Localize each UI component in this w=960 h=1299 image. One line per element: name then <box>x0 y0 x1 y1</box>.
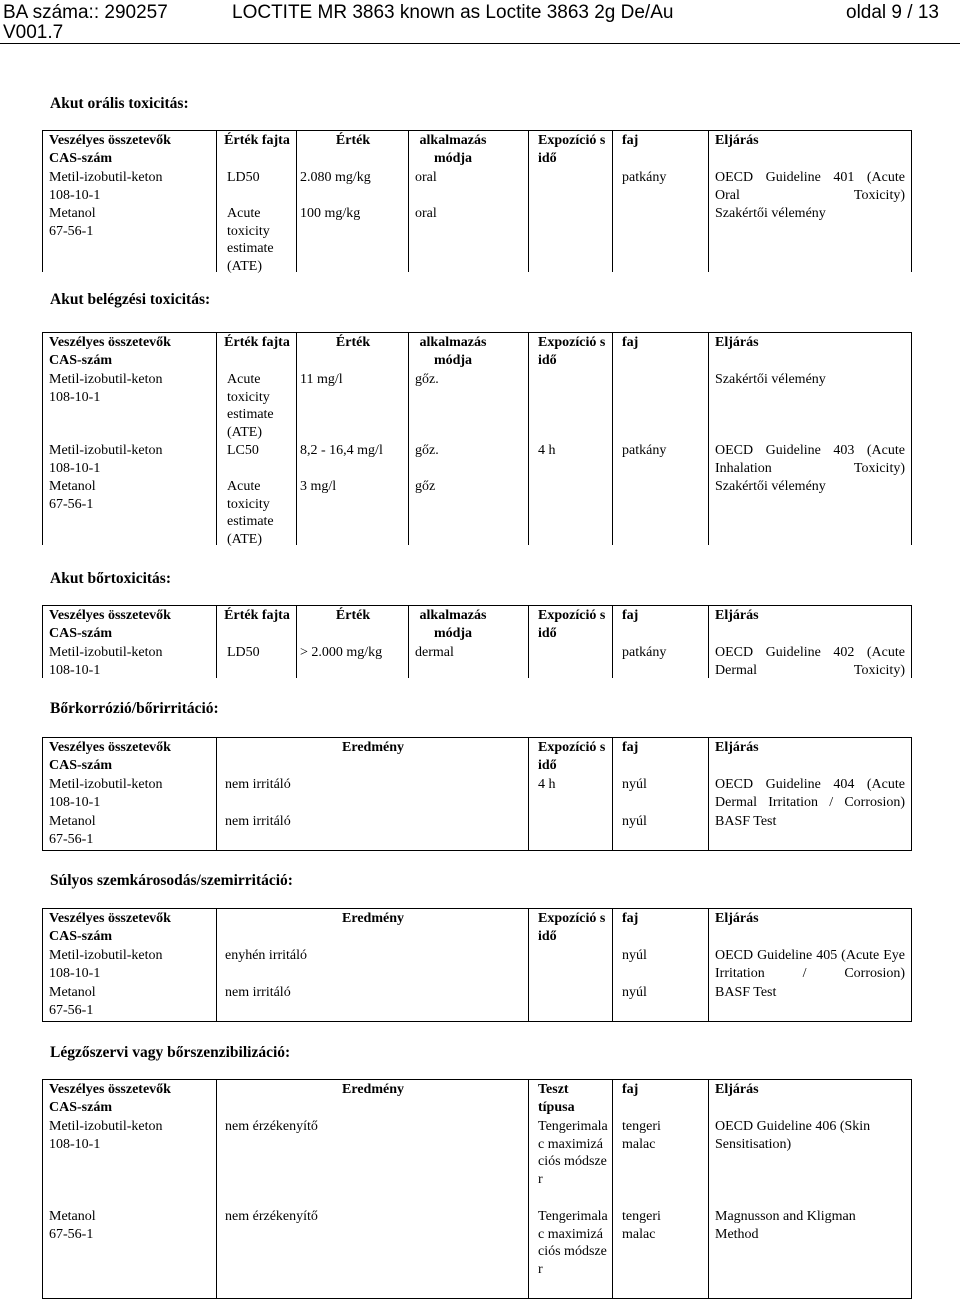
header-species: faj <box>622 911 639 926</box>
row-1-result: nem irritáló <box>225 777 291 792</box>
section-title-skin: Bőrkorrózió/bőrirritáció: <box>50 700 219 717</box>
row-1-result: nem érzékenyítő <box>225 1119 318 1134</box>
row-2-route: oral <box>415 206 437 221</box>
header-cas: CAS-szám <box>49 758 112 773</box>
header-result: Eredmény <box>342 740 404 755</box>
header-exposure: Expozíció s idő <box>538 335 606 368</box>
section-title-inhalation: Akut belégzési toxicitás: <box>50 291 211 308</box>
header-result: Eredmény <box>342 1082 404 1097</box>
header-species: faj <box>622 133 639 148</box>
row-1-substance: Metil-izobutil-keton <box>49 777 163 792</box>
row-1-species: tengeri malac <box>622 1119 661 1152</box>
row-2-method: Magnusson and Kligman Method <box>715 1209 856 1242</box>
row-1-method: OECD Guideline 401 (Acute Oral Toxicity) <box>715 170 905 203</box>
header-species: faj <box>622 740 639 755</box>
row-1-substance: Metil-izobutil-keton <box>49 1119 163 1134</box>
header-route: alkalmazás módja <box>419 133 487 166</box>
header-substance: Veszélyes összetevők <box>49 1082 171 1097</box>
row-1-cas: 108-10-1 <box>49 795 101 810</box>
header-method: Eljárás <box>715 608 759 623</box>
row-2-test-type: Tengerimalac maximizációs módszer <box>538 1209 608 1277</box>
header-cas: CAS-szám <box>49 929 112 944</box>
section-title-dermal: Akut bőrtoxicitás: <box>50 570 171 587</box>
header-value: Érték <box>335 133 371 148</box>
header-species: faj <box>622 1082 639 1097</box>
row-1-cas: 108-10-1 <box>49 1137 101 1152</box>
sensitisation-table <box>42 1079 912 1299</box>
row-2-substance: Metanol <box>49 985 96 1000</box>
section-title-eye: Súlyos szemkárosodás/szemirritáció: <box>50 872 293 889</box>
row-1-method: OECD Guideline 406 (Skin Sensitisation) <box>715 1119 871 1152</box>
row-2-value-type: LC50 <box>227 443 259 458</box>
row-1-cas: 108-10-1 <box>49 188 101 203</box>
header-substance: Veszélyes összetevők <box>49 740 171 755</box>
row-3-cas: 67-56-1 <box>49 497 94 512</box>
row-1-value: > 2.000 mg/kg <box>300 645 383 660</box>
header-value-type: Érték fajta <box>224 608 290 623</box>
row-3-value-type: Acute toxicity estimate (ATE) <box>227 479 274 547</box>
section-title-oral: Akut orális toxicitás: <box>50 95 189 112</box>
row-1-species: nyúl <box>622 948 647 963</box>
row-1-method: OECD Guideline 402 (Acute Dermal Toxicity) <box>715 645 905 678</box>
header-cas: CAS-szám <box>49 1100 112 1115</box>
product-name: LOCTITE MR 3863 known as Loctite 3863 2g De/Au <box>232 2 674 23</box>
row-2-species: nyúl <box>622 814 647 829</box>
row-2-method: BASF Test <box>715 985 777 1000</box>
page-number: oldal 9 / 13 <box>846 2 939 23</box>
row-1-method: OECD Guideline 404 (Acute Dermal Irritation / Corrosion) <box>715 777 905 810</box>
row-2-substance: Metanol <box>49 206 96 221</box>
header-substance: Veszélyes összetevők <box>49 133 171 148</box>
header-route: alkalmazás módja <box>419 608 487 641</box>
header-route: alkalmazás módja <box>419 335 487 368</box>
row-1-value-type: Acute toxicity estimate (ATE) <box>227 372 274 440</box>
row-2-value-type: Acute toxicity estimate (ATE) <box>227 206 274 274</box>
version: V001.7 <box>3 22 64 43</box>
row-2-value: 8,2 - 16,4 mg/l <box>300 443 383 458</box>
row-1-method: Szakértői vélemény <box>715 372 826 387</box>
header-method: Eljárás <box>715 133 759 148</box>
row-1-result: enyhén irritáló <box>225 948 308 963</box>
header-species: faj <box>622 608 639 623</box>
header-result: Eredmény <box>342 911 404 926</box>
header-method: Eljárás <box>715 740 759 755</box>
skin-irritation-table <box>42 737 912 851</box>
row-1-value-type: LD50 <box>227 645 260 660</box>
row-1-value: 2.080 mg/kg <box>300 170 371 185</box>
header-exposure: Expozíció s idő <box>538 133 606 166</box>
row-1-value-type: LD50 <box>227 170 260 185</box>
row-2-species: nyúl <box>622 985 647 1000</box>
row-1-substance: Metil-izobutil-keton <box>49 948 163 963</box>
row-3-method: Szakértői vélemény <box>715 479 826 494</box>
header-divider <box>0 43 960 44</box>
row-2-result: nem érzékenyítő <box>225 1209 318 1224</box>
row-1-exposure: 4 h <box>538 777 556 792</box>
row-2-cas: 67-56-1 <box>49 832 94 847</box>
header-exposure: Expozíció s idő <box>538 608 606 641</box>
row-2-species: tengeri malac <box>622 1209 661 1242</box>
row-1-cas: 108-10-1 <box>49 966 101 981</box>
row-2-result: nem irritáló <box>225 814 291 829</box>
row-1-species: nyúl <box>622 777 647 792</box>
header-exposure: Expozíció s idő <box>538 911 606 944</box>
row-1-value: 11 mg/l <box>300 372 343 387</box>
row-1-cas: 108-10-1 <box>49 663 101 678</box>
row-1-method: OECD Guideline 405 (Acute Eye Irritation / Corrosion) <box>715 948 905 981</box>
header-substance: Veszélyes összetevők <box>49 911 171 926</box>
header-method: Eljárás <box>715 911 759 926</box>
header-value: Érték <box>335 608 371 623</box>
oral-toxicity-table <box>42 130 912 272</box>
row-1-route: dermal <box>415 645 454 660</box>
header-substance: Veszélyes összetevők <box>49 608 171 623</box>
row-2-method: Szakértői vélemény <box>715 206 826 221</box>
row-2-substance: Metanol <box>49 1209 96 1224</box>
inhalation-toxicity-table <box>42 332 912 545</box>
header-exposure: Expozíció s idő <box>538 740 606 773</box>
header-method: Eljárás <box>715 1082 759 1097</box>
section-title-sensitisation: Légzőszervi vagy bőrszenzibilizáció: <box>50 1044 291 1061</box>
page-header <box>0 0 960 44</box>
row-1-species: patkány <box>622 170 667 185</box>
header-cas: CAS-szám <box>49 353 112 368</box>
dermal-toxicity-table <box>42 605 912 678</box>
header-value-type: Érték fajta <box>224 335 290 350</box>
row-2-method: OECD Guideline 403 (Acute Inhalation Toxicity) <box>715 443 905 476</box>
row-1-species: patkány <box>622 645 667 660</box>
header-cas: CAS-szám <box>49 151 112 166</box>
row-2-cas: 67-56-1 <box>49 1003 94 1018</box>
row-3-value: 3 mg/l <box>300 479 337 494</box>
row-2-substance: Metanol <box>49 814 96 829</box>
row-1-route: oral <box>415 170 437 185</box>
row-1-substance: Metil-izobutil-keton <box>49 372 163 387</box>
header-species: faj <box>622 335 639 350</box>
row-2-cas: 67-56-1 <box>49 224 94 239</box>
row-1-cas: 108-10-1 <box>49 390 101 405</box>
row-3-substance: Metanol <box>49 479 96 494</box>
row-2-substance: Metil-izobutil-keton <box>49 443 163 458</box>
row-1-test-type: Tengerimalac maximizációs módszer <box>538 1119 608 1187</box>
row-2-route: gőz. <box>415 443 439 458</box>
row-1-route: gőz. <box>415 372 439 387</box>
header-value: Érték <box>335 335 371 350</box>
row-2-exposure: 4 h <box>538 443 556 458</box>
row-2-cas: 67-56-1 <box>49 1227 94 1242</box>
row-1-substance: Metil-izobutil-keton <box>49 645 163 660</box>
header-method: Eljárás <box>715 335 759 350</box>
row-2-value: 100 mg/kg <box>300 206 361 221</box>
row-2-method: BASF Test <box>715 814 777 829</box>
row-2-species: patkány <box>622 443 667 458</box>
doc-number: BA száma:: 290257 <box>3 2 168 23</box>
row-1-substance: Metil-izobutil-keton <box>49 170 163 185</box>
header-test-type: Teszt típusa <box>538 1082 575 1115</box>
header-cas: CAS-szám <box>49 626 112 641</box>
row-2-result: nem irritáló <box>225 985 291 1000</box>
eye-irritation-table <box>42 908 912 1022</box>
row-3-route: gőz <box>415 479 436 494</box>
header-substance: Veszélyes összetevők <box>49 335 171 350</box>
header-value-type: Érték fajta <box>224 133 290 148</box>
row-2-cas: 108-10-1 <box>49 461 101 476</box>
